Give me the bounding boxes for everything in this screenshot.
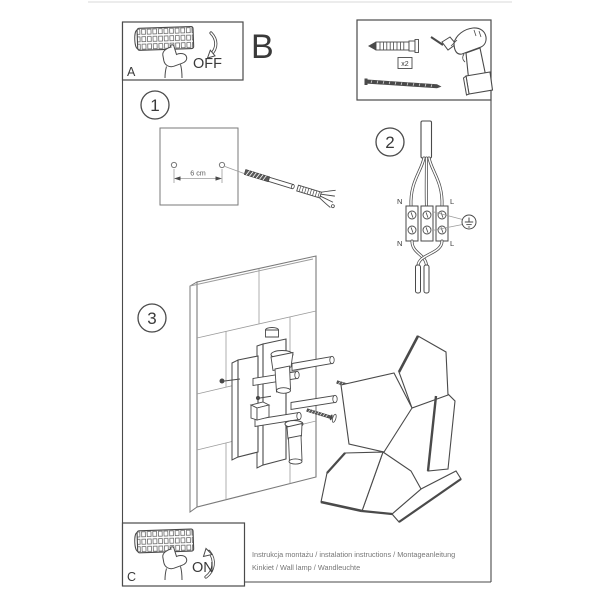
label-l-bottom: L (450, 239, 455, 248)
label-n-top: N (397, 197, 403, 206)
step2-group (376, 121, 476, 293)
anchor-count-box (398, 58, 412, 69)
circuit-breaker-icon (134, 529, 193, 553)
step1-badge (141, 91, 169, 119)
label-l-top: L (450, 197, 455, 206)
panel-a (123, 22, 244, 80)
panel-a-label: A (127, 65, 136, 79)
panel-a-state: OFF (193, 56, 222, 72)
label-n-bottom: N (397, 239, 403, 248)
anchor-count-label: x2 (401, 60, 409, 68)
step3-badge (138, 304, 166, 332)
power-cable (411, 121, 442, 206)
screw-anchor-assembly (242, 163, 339, 208)
step3-number: 3 (147, 309, 157, 328)
footer (252, 550, 455, 572)
step1-group (141, 91, 339, 209)
clamp-box (251, 402, 269, 420)
parts-box (357, 20, 493, 100)
dimension-label: 6 cm (190, 168, 206, 178)
step2-number: 2 (385, 133, 395, 152)
pentagon-lamp-shade (321, 336, 461, 522)
step1-number: 1 (150, 96, 160, 115)
step3-group (138, 256, 461, 522)
footer-line1: Instrukcja montażu / instalation instructions / Montageanleitung (252, 550, 456, 559)
panel-c-label: C (127, 570, 137, 584)
circuit-breaker-icon (134, 26, 193, 50)
section-b-label: B (251, 28, 274, 66)
panel-c (123, 523, 245, 586)
panel-c-state: ON (192, 560, 214, 576)
lamp-wires (412, 241, 442, 293)
footer-line2: Kinkiet / Wall lamp / Wandleuchte (252, 563, 361, 572)
step2-badge (376, 128, 404, 156)
